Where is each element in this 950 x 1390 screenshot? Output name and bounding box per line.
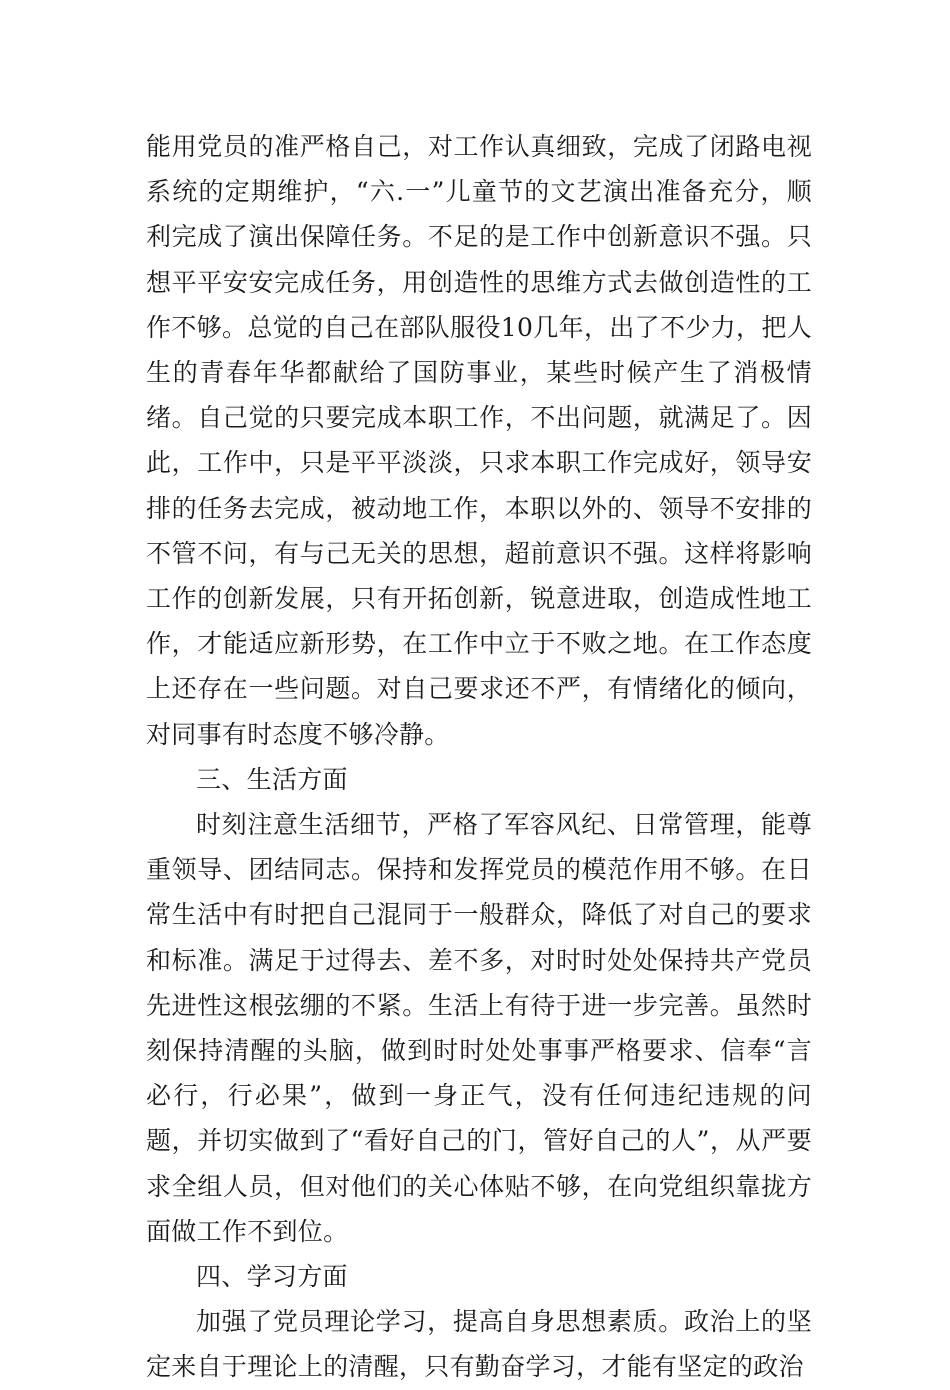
paragraph-study: 加强了党员理论学习，提高自身思想素质。政治上的坚定来自于理论上的清醒，只有勤奋学习，才能有坚定的政治	[146, 1307, 812, 1382]
section-heading-life: 三、生活方面	[196, 764, 348, 794]
section-heading-study: 四、学习方面	[196, 1262, 348, 1292]
document-body	[146, 124, 812, 1390]
paragraph-work-attitude: 能用党员的准严格自己，对工作认真细致，完成了闭路电视系统的定期维护，“六.一”儿童节的文艺演出准备充分，顺利完成了演出保障任务。不足的是工作中创新意识不强。只想平平安安完成任务，用创造性的思维方式去做创造性的工作不够。总觉的自己在部队服役10几年，出了不少力，把人生的青春年华都献给了国防事业，某些时候产生了消极情绪。自己觉的只要完成本职工作，不出问题，就满足了。因此，工作中，只是平平淡淡，只求本职工作完成好，领导安排的任务去完成，被动地工作，本职以外的、领导不安排的不管不问，有与己无关的思想，超前意识不强。这样将影响工作的创新发展，只有开拓创新，锐意进取，创造成性地工作，才能适应新形势，在工作中立于不败之地。在工作态度上还存在一些问题。对自己要求还不严，有情绪化的倾向，对同事有时态度不够冷静。	[146, 132, 812, 749]
paragraph-life: 时刻注意生活细节，严格了军容风纪、日常管理，能尊重领导、团结同志。保持和发挥党员的模范作用不够。在日常生活中有时把自己混同于一般群众，降低了对自己的要求和标准。满足于过得去、差不多，对时时处处保持共产党员先进性这根弦绷的不紧。生活上有待于进一步完善。虽然时刻保持清醒的头脑，做到时时处处事事严格要求、信奉“言必行，行必果”，做到一身正气，没有任何违纪违规的问题，并切实做到了“看好自己的门，管好自己的人”，从严要求全组人员，但对他们的关心体贴不够，在向党组织靠拢方面做工作不到位。	[146, 810, 812, 1246]
